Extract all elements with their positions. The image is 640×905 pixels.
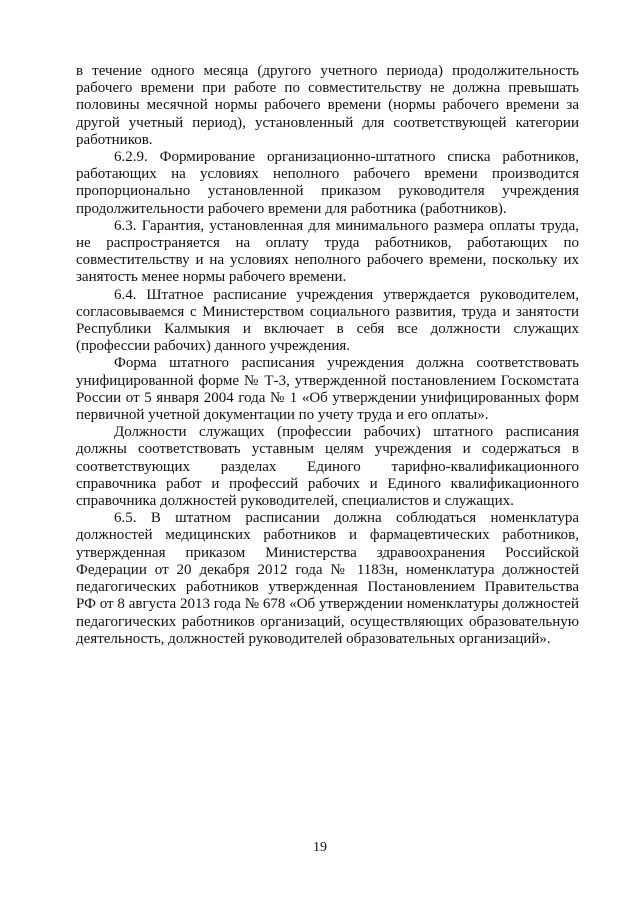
document-body	[76, 63, 579, 648]
paragraph-continuation: в течение одного месяца (другого учетного периода) продолжительность рабочего времени при работе по совместительству не должна превышать половины месячной нормы рабочего времени (нормы рабочего времени за другой учетный период), установленный для соответствующей категории работников.	[76, 63, 579, 148]
page-number: 19	[313, 840, 327, 855]
paragraph-6-2-9: 6.2.9. Формирование организационно-штатного списка работников, работающих на условиях неполного рабочего времени производится пропорционально установленной приказом руководителя учреждения продолжительности рабочего времени для работника (работников).	[76, 149, 579, 217]
paragraph-positions: Должности служащих (профессии рабочих) штатного расписания должны соответствовать уставным целям учреждения и содержаться в соответствующих разделах Единого тарифно-квалификационного справочника работ и профессий рабочих и Единого квалификационного справочника должностей руководителей, специалистов и служащих.	[76, 424, 579, 510]
paragraph-6-5: 6.5. В штатном расписании должна соблюдаться номенклатура должностей медицинских работников и фармацевтических работников, утвержденная приказом Министерства здравоохранения Российской Федерации от 20 декабря 2012 года № 1183н, номенклатура должностей педагогических работников утвержденная Постановлением Правительства РФ от 8 августа 2013 года № 678 «Об утверждении номенклатуры должностей педагогических работников организаций, осуществляющих образовательную деятельность, должностей руководителей образовательных организаций».	[76, 510, 579, 647]
paragraph-6-3: 6.3. Гарантия, установленная для минимального размера оплаты труда, не распространяется на оплату труда работников, работающих по совместительству и на условиях неполного рабочего времени, поскольку их занятость менее нормы рабочего времени.	[76, 217, 579, 286]
paragraph-6-4: 6.4. Штатное расписание учреждения утверждается руководителем, согласовываемся с Министерством социального развития, труда и занятости Республики Калмыкия и включает в себя все должности служащих (профессии рабочих) данного учреждения.	[76, 286, 579, 355]
paragraph-form-t3: Форма штатного расписания учреждения должна соответствовать унифицированной форме № Т-3, утвержденной постановлением Госкомстата России от 5 января 2004 года № 1 «Об утверждении унифицированных форм первичной учетной документации по учету труда и его оплаты».	[76, 355, 579, 424]
